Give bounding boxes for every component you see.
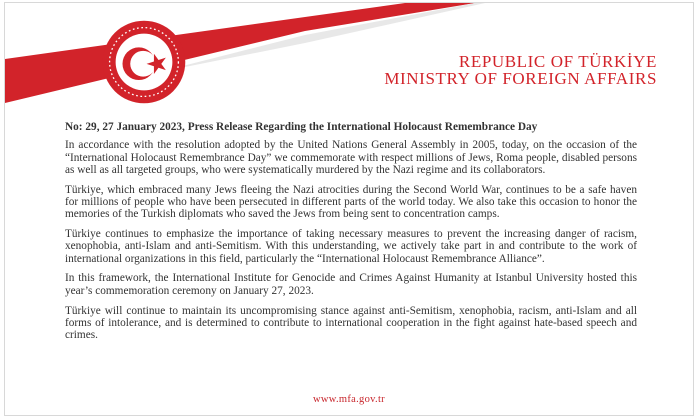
release-body: [65, 121, 637, 349]
website-footer: www.mfa.gov.tr: [313, 394, 385, 405]
ministry-seal-logo: [101, 19, 187, 105]
ministry-name: MINISTRY OF FOREIGN AFFAIRS: [384, 69, 657, 88]
paragraph: Türkiye, which embraced many Jews fleeing the Nazi atrocities during the Second World War, continues to be a safe haven for millions of people who have been persecuted in different parts of the world today. We also take this occasion to honor the memories of the Turkish diplomats who saved the Jews from being sent to concentration camps.: [65, 183, 637, 221]
release-title: No: 29, 27 January 2023, Press Release Regarding the International Holocaust Remembrance Day: [65, 121, 538, 133]
paragraph: Türkiye will continue to maintain its uncompromising stance against anti-Semitism, xenophobia, racism, anti-Islam and all forms of intolerance, and is determined to contribute to international cooperation in the fight against hate-based speech and crimes.: [65, 304, 637, 342]
paragraph: In accordance with the resolution adopted by the United Nations General Assembly in 2005, today, on the occasion of the “International Holocaust Remembrance Day” we commemorate with respect millions of Jews, Roma people, disabled persons as well as all targeted groups, who were systematically murdered by the Nazi regime and its collaborators.: [65, 139, 637, 176]
paragraph: In this framework, the International Institute for Genocide and Crimes Against Humanity at Istanbul University hosted this year’s commemoration ceremony on January 27, 2023.: [65, 272, 637, 297]
country-name: REPUBLIC OF TÜRKİYE: [458, 52, 657, 71]
ministry-header: [384, 53, 657, 87]
paragraph: Türkiye continues to emphasize the importance of taking necessary measures to prevent the increasing danger of racism, xenophobia, anti-Islam and anti-Semitism. With this understanding, we actively take part in and contribute to the work of international organizations in this field, particularly the “International Holocaust Remembrance Alliance”.: [65, 228, 637, 265]
press-release-page: [4, 2, 694, 416]
